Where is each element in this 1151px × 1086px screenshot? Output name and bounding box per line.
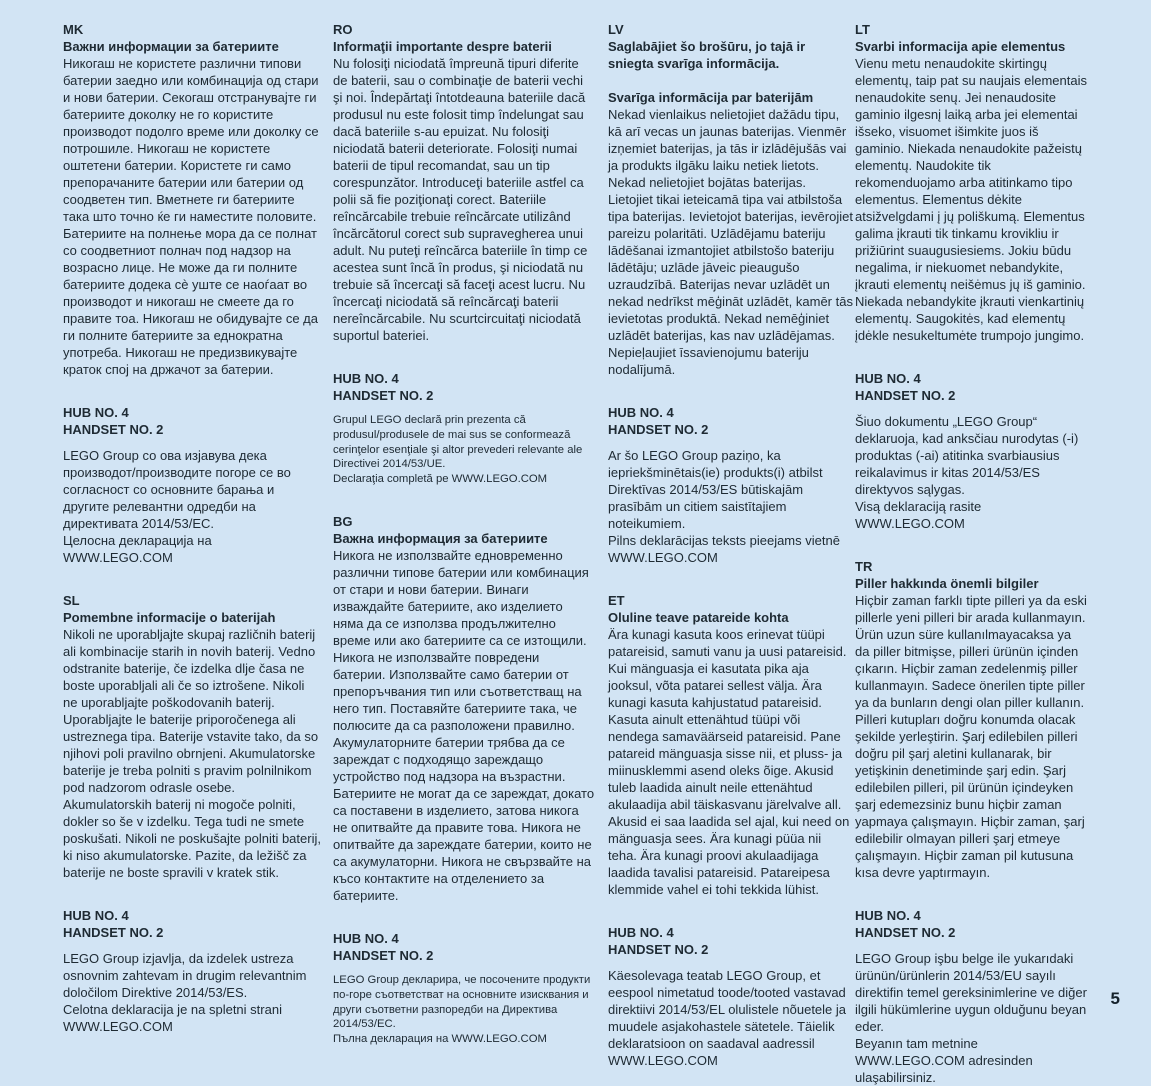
declaration-link-line: Пълна декларация на WWW.LEGO.COM (333, 1033, 547, 1046)
section-tr (855, 558, 1087, 1086)
section-ro (333, 21, 595, 487)
page-number: 5 (1110, 989, 1120, 1008)
declaration (855, 413, 1087, 532)
handset-no-label: HANDSET NO. 2 (855, 388, 956, 403)
hub-no-label: HUB NO. 4 (63, 908, 129, 923)
hub-block (63, 404, 321, 438)
hub-block (608, 924, 853, 958)
body-text: Никога не използвайте едновременно различни типове батерии или комбинация от стари и нови батерии. Винаги изваждайте батериите, ако изделието няма да се използва продължително време или ако батериите са се изтощили. Никога не използвайте повредени батерии. Използвайте само батерии от препоръчвания тип или съответстващ на него тип. Поставяйте батериите така, че полюсите да са разположени правилно. Акумулаторните батерии трябва да се зареждат с подходящо зареждащо устройство под надзора на възрастни. Батериите не могат да се зареждат, докато са поставени в изделието, затова никога не опитвайте да правите това. Никога не опитвайте да зареждате батерии, които не са акумулаторни. Никога не свързвайте на късо контактите на отделението за батериите. (333, 547, 595, 903)
language-code-bg: BG (333, 513, 353, 529)
body-text: Nikoli ne uporabljajte skupaj različnih baterij ali kombinacije starih in novih baterij. Vedno odstranite baterije, če izdelka dlje časa ne boste uporabljali ali če so iztrošene. Nikoli ne uporabljajte poškodovanih baterij. Uporabljajte le baterije priporočenega ali ustreznega tipa. Baterije vstavite tako, da so njihovi poli pravilno obrnjeni. Akumulatorske baterije je treba polniti s pravim polnilnikom pod nadzorom odrasle osebe. Akumulatorskih baterij ni mogoče polniti, dokler so še v izdelku. Tega tudi ne smete poskušati. Nikoli ne poskušajte polniti baterij, ki niso akumulatorske. Pazite, da ležišč za baterije ne boste spravili v kratek stik. (63, 627, 321, 880)
hub-block (855, 370, 1087, 404)
handset-no-label: HANDSET NO. 2 (608, 942, 709, 957)
declaration-text: LEGO Group izjavlja, da izdelek ustreza osnovnim zahtevam in drugim relevantnim določilom Direktive 2014/53/ES. (63, 951, 307, 1000)
section-bg (333, 513, 595, 1047)
column-1 (63, 21, 321, 1035)
body-text: Hiçbir zaman farklı tipte pilleri ya da eski pillerle yeni pilleri bir arada kullanmayın. Ürün uzun süre kullanılmayacaksa ya da piller bitmişse, pilleri ürünün içinden çıkarın. Hiçbir zaman zedelenmiş piller kullanmayın. Sadece önerilen tipte piller ya da bunların dengi olan piller kullanın. Pilleri kutupları doğru konumda olacak şekilde yerleştirin. Şarj edilebilen pilleri doğru pil şarj aletini kullanarak, bir yetişkinin denetiminde şarj edin. Şarj edilebilen pilleri, pil ürünün içindeyken şarj edemezsiniz bunu hiçbir zaman yapmaya çalışmayın. Hiçbir zaman, şarj edilebilir olmayan pilleri şarj etmeye çalışmayın. Hiçbir zaman pil kutusuna kısa devre yaptırmayın. (855, 593, 1087, 880)
section-et (608, 592, 853, 1069)
hub-no-label: HUB NO. 4 (855, 908, 921, 923)
column-4 (855, 21, 1087, 1086)
hub-no-label: HUB NO. 4 (333, 930, 399, 946)
handset-no-label: HANDSET NO. 2 (333, 388, 434, 403)
keep-brochure-note: Saglabājiet šo brošūru, jo tajā ir sniegta svarīga informācija. (608, 39, 806, 71)
language-code-et: ET (608, 593, 625, 608)
section-lt (855, 21, 1087, 532)
section-lv (608, 21, 853, 566)
language-code-tr: TR (855, 559, 873, 574)
declaration-text: Käesolevaga teatab LEGO Group, et eespool nimetatud toode/tooted vastavad direktiivi 2014/53/EL olulistele nõuetele ja muudele asjakohastele sätetele. Täielik deklaratsioon on saadaval aadressil WWW.LEGO.COM (608, 968, 847, 1068)
declaration-text: LEGO Group со ова изјавува дека производот/производите погоре се во согласност со основните барања и другите релевантни одредби на директивата 2014/53/ЕС. (63, 448, 291, 531)
body-text: Nu folosiţi niciodată împreună tipuri diferite de baterii, sau o combinaţie de baterii vechi şi noi. Îndepărtaţi întotdeauna bateriile dacă produsul nu este folosit timp îndelungat sau dacă bateriile s-au epuizat. Nu folosiţi niciodată baterii deteriorate. Folosiţi numai baterii de tipul recomandat, sau un tip corespunzător. Introduceţi bateriile astfel ca polii să fie poziţionaţi corect. Bateriile reîncărcabile trebuie reîncărcate utilizând încărcătorul corect sub supravegherea unui adult. Nu puteţi reîncărca bateriile în timp ce acestea sunt încă în produs, şi niciodată nu trebuie să încercaţi să faceţi acest lucru. Nu încercaţi niciodată să reîncărcaţi baterii nereîncărcabile. Nu scurtcircuitaţi niciodată suportul bateriei. (333, 56, 588, 343)
handset-no-label: HANDSET NO. 2 (63, 422, 164, 437)
declaration-text: LEGO Group işbu belge ile yukarıdaki ürünün/ürünlerin 2014/53/EU sayılı direktifin temel gereksinimlerine ve diğer ilgili hükümlerine uygun olduğunu beyan eder. (855, 951, 1087, 1034)
hub-no-label: HUB NO. 4 (608, 925, 674, 940)
language-code-lt: LT (855, 22, 870, 37)
declaration-text: Šiuo dokumentu „LEGO Group“ deklaruoja, kad anksčiau nurodytas (-i) produktas (-ai) atitinka svarbiausius reikalavimus ir kitas 2014/53/ES direktyvos sąlygas. (855, 414, 1079, 497)
section-heading: Informaţii importante despre baterii (333, 39, 552, 54)
declaration-link-line: Pilns deklarācijas teksts pieejams vietnē WWW.LEGO.COM (608, 533, 840, 565)
declaration-link-line: Целосна декларација на WWW.LEGO.COM (63, 533, 212, 565)
language-code-lv: LV (608, 22, 624, 37)
declaration-link-line: Visą deklaraciją rasite WWW.LEGO.COM (855, 499, 982, 531)
declaration (333, 413, 595, 487)
declaration-text: LEGO Group декларира, че посочените продукти по-горе съответстват на основните изисквания и други съответни разпоредби на Директива 2014/53/ЕС. (333, 973, 591, 1031)
handset-no-label: HANDSET NO. 2 (855, 925, 956, 940)
handset-no-label: HANDSET NO. 2 (608, 422, 709, 437)
hub-block (63, 907, 321, 941)
section-heading: Oluline teave patareide kohta (608, 610, 789, 625)
hub-block (855, 907, 1087, 941)
section-sl (63, 592, 321, 1035)
section-heading: Pomembne informacije o baterijah (63, 610, 276, 625)
handset-no-label: HANDSET NO. 2 (63, 925, 164, 940)
declaration-link-line: Declaraţia completă pe WWW.LEGO.COM (333, 473, 548, 486)
section-heading: Svarīga informācija par baterijām (608, 90, 814, 105)
hub-block (608, 404, 853, 438)
hub-no-label: HUB NO. 4 (855, 371, 921, 386)
declaration (608, 967, 853, 1069)
declaration (63, 950, 321, 1035)
declaration-link-line: Celotna deklaracija je na spletni strani WWW.LEGO.COM (63, 1002, 282, 1034)
declaration (855, 950, 1087, 1086)
declaration (608, 447, 853, 566)
hub-no-label: HUB NO. 4 (63, 405, 129, 420)
declaration-link-line: Beyanın tam metnine WWW.LEGO.COM adresinden ulaşabilirsiniz. (855, 1036, 1033, 1085)
body-text: Никогаш не користете различни типови батерии заедно или комбинација од стари и нови батерии. Секогаш отстранувајте ги батериите доколку не го користите производот подолго време или доколку се потрошиле. Никогаш не користете оштетени батерии. Користете ги само препорачаните батерии или батерии од соодветен тип. Вметнете ги батериите така што точно ќе ги наместите половите. Батериите на полнење мора да се полнат со соодветниот полнач под надзор на возрасно лице. Не може да ги полните батериите додека сè уште се наоѓаат во производот и никогаш не смеете да го правите тоа. Никогаш не обидувајте се да ги полните батериите за еднократна употреба. Никогаш не предизвикувајте краток спој на држачот за батерии. (63, 56, 319, 377)
body-text: Vienu metu nenaudokite skirtingų elementų, taip pat su naujais elementais nenaudokite senų. Jei nenaudosite gaminio ilgesnį laiką arba jei elementai išseko, visuomet išimkite juos iš gaminio. Niekada nenaudokite pažeistų elementų. Naudokite tik rekomenduojamo arba atitinkamo tipo elementus. Elementus dėkite atsižvelgdami į jų poliškumą. Elementus galima įkrauti tik tinkamu krovikliu ir prižiūrint suaugusiesiems. Jokiu būdu negalima, ir niekuomet nebandykite, įkrauti elementų neišėmus jų iš gaminio. Niekada nebandykite įkrauti vienkartinių elementų. Saugokitės, kad elementų įdėkle nesukeltumėte trumpojo jungimo. (855, 56, 1087, 343)
hub-block (333, 370, 595, 404)
body-text: Nekad vienlaikus nelietojiet dažādu tipu, kā arī vecas un jaunas baterijas. Vienmēr izņemiet baterijas, ja tās ir izlādējušās vai ja produkts ilgāku laiku netiek lietots. Nekad nelietojiet bojātas baterijas. Lietojiet tikai ieteicamā tipa vai atbilstoša tipa baterijas. Ievietojot baterijas, ievērojiet pareizu polaritāti. Uzlādējamu bateriju lādēšanai izmantojiet atbilstošo bateriju lādētāju; uzlāde jāveic pieaugušo uzraudzībā. Baterijas nevar uzlādēt un nekad nedrīkst mēģināt uzlādēt, kamēr tās ievietotas produktā. Nekad nemēģiniet uzlādēt baterijas, kas nav uzlādējamas. Nepieļaujiet īssavienojumu bateriju nodalījumā. (608, 107, 853, 377)
declaration-text: Grupul LEGO declară prin prezenta că produsul/produsele de mai sus se conformează cerinţelor esenţiale şi altor prevederi relevante ale Directivei 2014/53/UE. (333, 414, 583, 471)
declaration (63, 447, 321, 566)
section-heading: Piller hakkında önemli bilgiler (855, 576, 1039, 591)
language-code-ro: RO (333, 22, 353, 37)
column-2 (333, 21, 595, 1047)
hub-no-label: HUB NO. 4 (608, 405, 674, 420)
language-code-mk: MK (63, 22, 84, 37)
hub-no-label: HUB NO. 4 (333, 371, 399, 386)
section-mk (63, 21, 321, 566)
column-3 (608, 21, 853, 1069)
section-heading: Важни информации за батериите (63, 39, 279, 54)
declaration-text: Ar šo LEGO Group paziņo, ka iepriekšminētais(ie) produkts(i) atbilst Direktīvas 2014/53/ES būtiskajām prasībām un citiem saistītajiem noteikumiem. (608, 448, 823, 531)
section-heading: Важна информация за батериите (333, 530, 548, 546)
declaration (333, 973, 595, 1047)
language-code-sl: SL (63, 593, 80, 608)
body-text: Ära kunagi kasuta koos erinevat tüüpi patareisid, samuti vanu ja uusi patareisid. Kui mänguasja ei kasutata pika aja jooksul, võta patarei sellest välja. Ära kunagi kasuta kahjustatud patareisid. Kasuta ainult ettenähtud tüüpi või nendega samaväärseid patareisid. Pane patareid mänguasja sisse nii, et pluss- ja miinusklemmi asend oleks õige. Akusid tuleb laadida ainult neile ettenähtud akulaadija abil täiskasvanu järelvalve all. Akusid ei saa laadida sel ajal, kui need on mänguasja sees. Ära kunagi püüa nii teha. Ära kunagi proovi akulaadijaga laadida tavalisi patareisid. Patareipesa klemmide vahel ei tohi tekkida lühist. (608, 627, 850, 897)
section-heading: Svarbi informacija apie elementus (855, 39, 1066, 54)
handset-no-label: HANDSET NO. 2 (333, 947, 434, 963)
hub-block (333, 930, 595, 964)
